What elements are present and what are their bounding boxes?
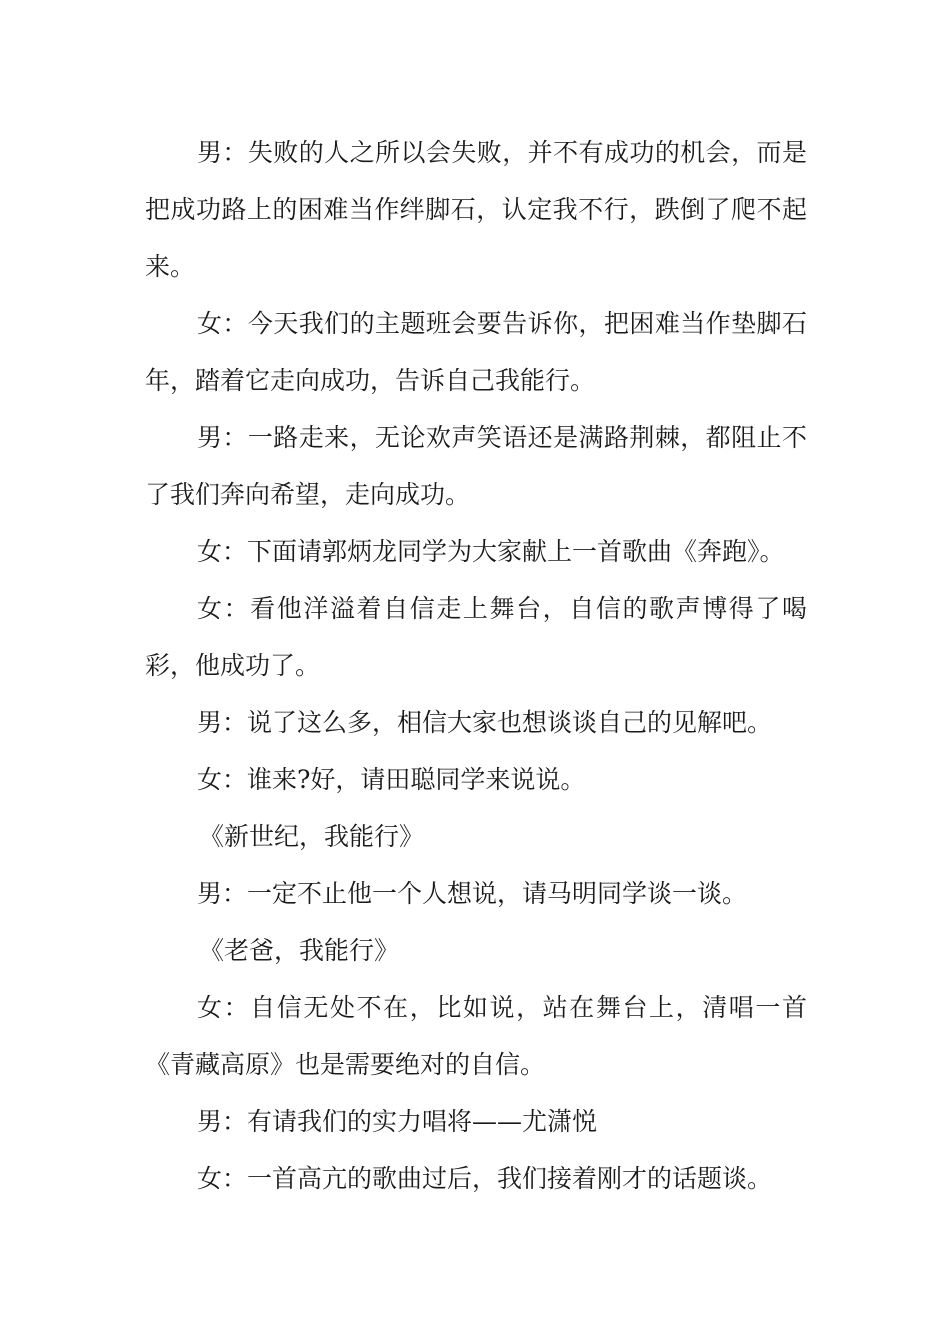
paragraph-dialogue: 女：谁来?好，请田聪同学来说说。 — [197, 765, 586, 794]
paragraph-dialogue: 男：一路走来，无论欢声笑语还是满路荆棘，都阻止不了我们奔向希望，走向成功。 — [145, 423, 807, 509]
document-body — [145, 124, 807, 1207]
section-title: 《老爸，我能行》 — [199, 936, 400, 965]
section-title: 《新世纪，我能行》 — [199, 822, 425, 851]
paragraph-dialogue: 女：一首高亢的歌曲过后，我们接着刚才的话题谈。 — [197, 1164, 773, 1193]
paragraph-dialogue: 男：说了这么多，相信大家也想谈谈自己的见解吧。 — [197, 708, 773, 737]
paragraph-dialogue: 女：下面请郭炳龙同学为大家献上一首歌曲《奔跑》。 — [197, 537, 785, 566]
paragraph-dialogue: 男：一定不止他一个人想说，请马明同学谈一谈。 — [197, 879, 748, 908]
paragraph-dialogue: 女：看他洋溢着自信走上舞台，自信的歌声博得了喝彩，他成功了。 — [145, 594, 807, 680]
paragraph-dialogue: 女：自信无处不在，比如说，站在舞台上，清唱一首《青藏高原》也是需要绝对的自信。 — [145, 993, 807, 1079]
paragraph-dialogue: 男：有请我们的实力唱将——尤潇悦 — [197, 1107, 598, 1136]
paragraph-dialogue: 女：今天我们的主题班会要告诉你，把困难当作垫脚石年，踏着它走向成功，告诉自己我能行。 — [145, 309, 807, 395]
paragraph-dialogue: 男：失败的人之所以会失败，并不有成功的机会，而是把成功路上的困难当作绊脚石，认定我不行，跌倒了爬不起来。 — [145, 138, 807, 281]
